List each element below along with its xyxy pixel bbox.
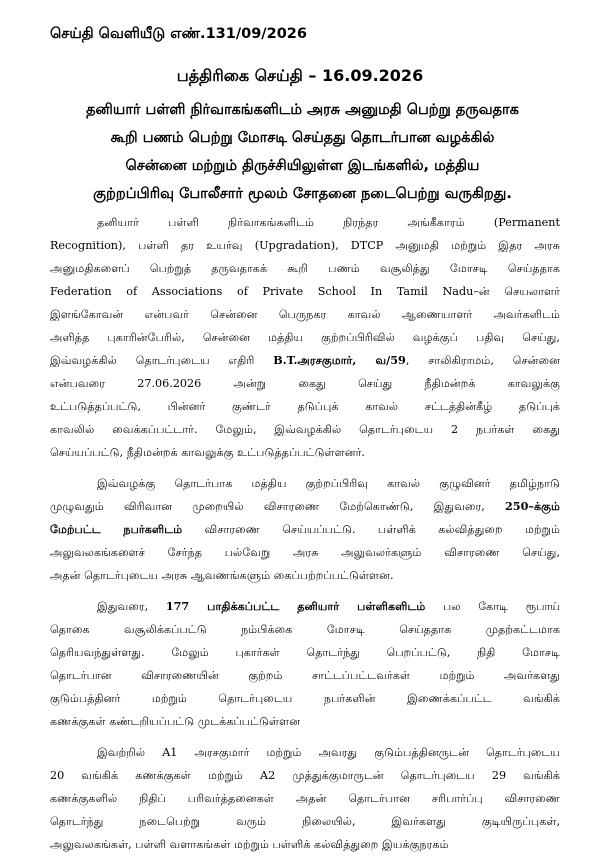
bold-text: மேற்பட்ட நபர்களிடம் — [50, 522, 183, 536]
paragraph-line — [50, 495, 560, 518]
paragraph-line — [50, 349, 560, 372]
release-number: செய்தி வெளியீடு எண்.131/09/2026 — [50, 26, 307, 42]
text-segment: விசாரணை செய்யப்பட்டு. பள்ளிக் கல்வித்துறை மற்றும் — [182, 523, 560, 536]
text-segment: இவ்வழக்கில் தொடர்புடைய எதிரி — [50, 354, 274, 367]
paragraph-line: அலுவலகங்களைச் சேர்ந்த பல்வேறு அரசு அலுவலர்களும் விசாரணை செய்து, — [50, 546, 560, 559]
headline-line: குற்றப்பிரிவு போலீசார் மூலம் சோதனை நடைபெற்று வருகிறது. — [93, 186, 512, 202]
paragraph-line: கணக்குகளில் நிதிப் பரிவர்த்தனைகள் அதன் தொடர்பான சரிபார்ப்பு விசாரணை — [50, 792, 560, 805]
headline-line: தனியார் பள்ளி நிர்வாகங்களிடம் அரசு அனுமதி பெற்று தருவதாக — [86, 102, 519, 118]
text-segment: முழுவதும் விரிவான முறையில் விசாரணை மேற்கொண்டு, இதுவரை, — [50, 500, 506, 513]
paragraph-line: தொகை வசூலிக்கப்பட்டு நம்பிக்கை மோசடி செய்ததாக முதற்கட்டமாக — [50, 623, 560, 636]
paragraph-line — [50, 595, 560, 618]
headline-line: சென்னை மற்றும் திருச்சியிலுள்ள இடங்களில், மத்திய — [125, 158, 480, 174]
paragraph-line: குடும்பத்தினர் மற்றும் தொடர்புடைய நபர்களின் இணைக்கப்பட்ட வங்கிக் — [50, 692, 560, 705]
paragraph-line: அனுமதிகளைப் பெற்றுத் தருவதாகக் கூறி பணம் வசூலித்து மோசடி செய்ததாக — [50, 262, 560, 275]
paragraph-line: காவலில் வைக்கப்பட்டார். மேலும், இவ்வழக்கில் தொடர்புடைய 2 நபர்கள் கைது — [50, 423, 560, 436]
text-segment: இதுவரை, — [97, 600, 166, 613]
paragraph-line: உட்படுத்தப்பட்டு, பின்னர் குண்டர் தடுப்புக் காவல் சட்டத்தின்கீழ் தடுப்புக் — [50, 400, 560, 413]
paragraph-line: அளித்த புகாரின்பேரில், சென்னை மத்திய குற்றப்பிரிவில் வழக்குப் பதிவு செய்து, — [50, 331, 560, 344]
headline-line: கூறி பணம் பெற்று மோசடி செய்தது தொடர்பான வழக்கில் — [110, 130, 495, 146]
text-segment: , சாலிகிராமம், சென்னை — [405, 354, 560, 367]
bold-text: B.T.அரசகுமார், வ/59 — [273, 353, 406, 367]
paragraph-line: அதன் தொடர்புடைய அரசு ஆவணங்களும் கைப்பற்றப்பட்டுள்ளன. — [50, 569, 394, 582]
text-segment: பல கோடி ரூபாய் — [425, 600, 560, 613]
paragraph-line: தொடர்ந்து நடைபெற்று வரும் நிலையில், இவர்களது குடியிருப்புகள், — [50, 815, 560, 828]
paragraph-line: Recognition), பள்ளி தர உயர்வு (Upgradation), DTCP அனுமதி மற்றும் இதர அரசு — [50, 239, 560, 252]
body-paragraph — [50, 211, 560, 464]
press-release-title: பத்திரிகை செய்தி – 16.09.2026 — [176, 66, 424, 85]
paragraph-line — [50, 518, 560, 541]
body-paragraph — [50, 741, 560, 856]
bold-text: 177 பாதிக்கப்பட்ட தனியார் பள்ளிகளிடம் — [165, 599, 426, 613]
paragraph-line: இளங்கோவன் என்பவர் சென்னை பெருநகர காவல் ஆணையாளர் அவர்களிடம் — [50, 308, 560, 321]
paragraph-line: தெரியவந்துள்ளது. மேலும் புகார்கள் தொடர்ந்து பெறப்பட்டு, நிதி மோசடி — [50, 646, 560, 659]
paragraph-line: Federation of Associations of Private School In Tamil Nadu–ன் செயலாளர் — [50, 285, 560, 298]
paragraph-line: தனியார் பள்ளி நிர்வாகங்களிடம் நிரந்தர அங்கீகாரம் (Permanent — [97, 216, 560, 229]
paragraph-line: செய்யப்பட்டு, நீதிமன்றக் காவலுக்கு உட்படுத்தப்பட்டுள்ளனர். — [50, 446, 365, 459]
body-paragraph — [50, 595, 560, 733]
paragraph-line: கணக்குகள் கண்டறியப்பட்டு முடக்கப்பட்டுள்ளன — [50, 715, 301, 728]
paragraph-line: இவற்றில் A1 அரசகுமார் மற்றும் அவரது குடும்பத்தினருடன் தொடர்புடைய — [97, 746, 560, 759]
paragraph-line: என்பவரை 27.06.2026 அன்று கைது செய்து நீதிமன்றக் காவலுக்கு — [50, 377, 560, 390]
paragraph-line: இவ்வழக்கு தொடர்பாக மத்திய குற்றப்பிரிவு காவல் குழுவினர் தமிழ்நாடு — [97, 477, 560, 490]
paragraph-line: அலுவலகங்கள், பள்ளி வளாகங்கள் மற்றும் பள்ளிக் கல்வித்துறை இயக்குநரகம் — [50, 838, 449, 851]
paragraph-line: 20 வங்கிக் கணக்குகள் மற்றும் A2 முத்துக்குமாருடன் தொடர்புடைய 29 வங்கிக் — [50, 769, 560, 782]
body-paragraph — [50, 472, 560, 587]
headline — [40, 96, 565, 208]
bold-text: 250–க்கும் — [505, 499, 560, 513]
paragraph-line: தொடர்பான விசாரணையின் குற்றம் சாட்டப்பட்டவர்கள் மற்றும் அவர்களது — [50, 669, 560, 682]
body-text — [50, 211, 560, 864]
